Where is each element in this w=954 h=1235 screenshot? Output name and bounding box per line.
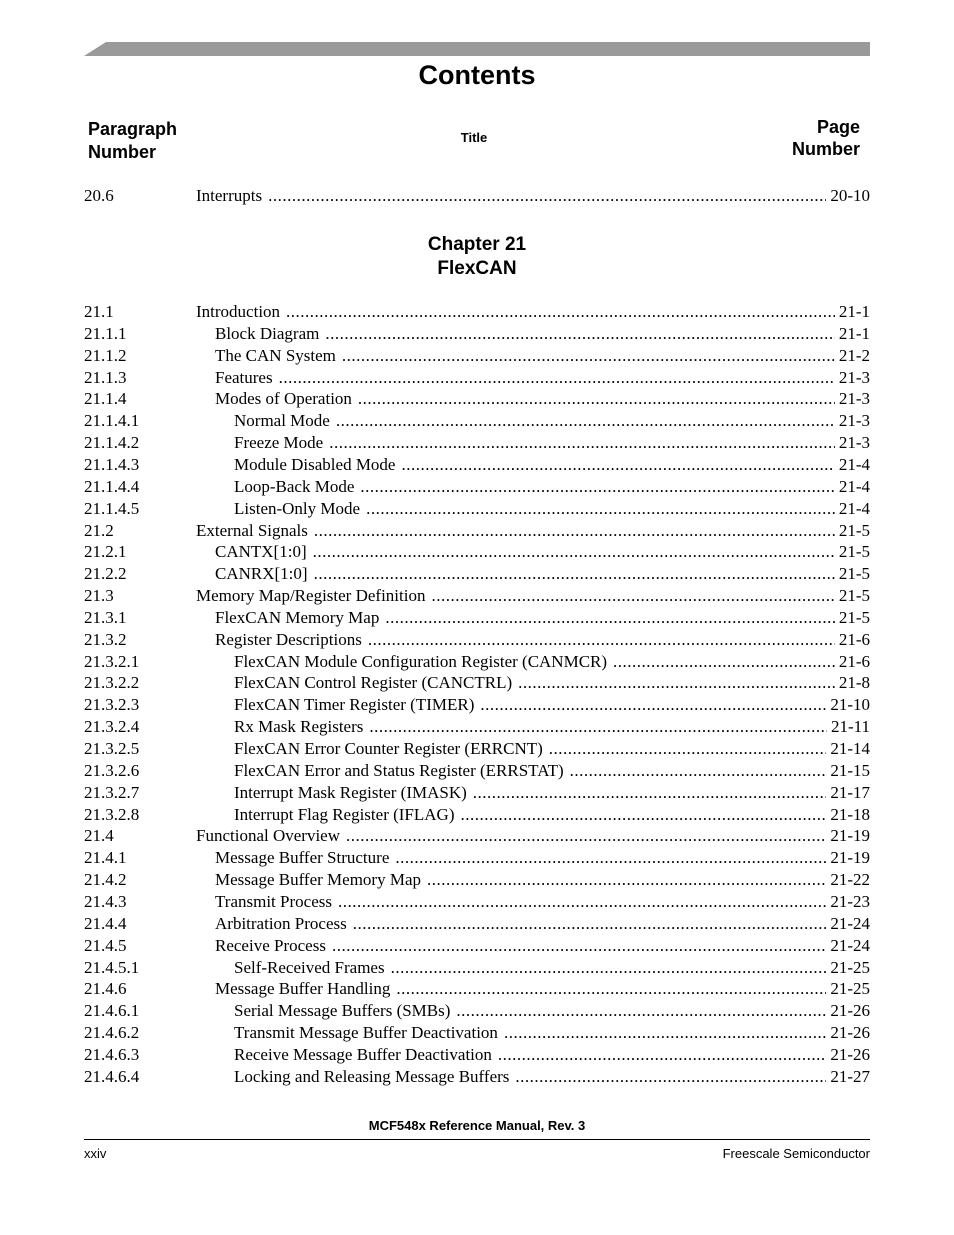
toc-entry[interactable] xyxy=(84,782,870,804)
toc-entry-page: 21-8 xyxy=(838,673,870,693)
toc-dot-leader xyxy=(314,520,835,542)
toc-entry-number: 21.3.2 xyxy=(84,629,127,649)
footer-publisher: Freescale Semiconductor xyxy=(722,1146,870,1161)
toc-entry-page: 21-3 xyxy=(838,411,870,431)
toc-entry-title: FlexCAN Module Configuration Register (CANMCR) xyxy=(234,651,608,671)
toc-entry-number: 20.6 xyxy=(84,186,114,205)
toc-entry[interactable] xyxy=(84,694,870,716)
toc-entry-page: 21-18 xyxy=(830,804,870,824)
toc-entry-number: 21.4.2 xyxy=(84,870,127,890)
toc-entry-number: 21.1.4.1 xyxy=(84,411,140,431)
toc-entry[interactable] xyxy=(84,410,870,432)
toc-entry-page: 21-19 xyxy=(830,826,870,846)
toc-entry-number: 21.4.6.2 xyxy=(84,1023,140,1043)
toc-entry-title: Interrupt Mask Register (IMASK) xyxy=(234,782,467,802)
toc-entry-number: 21.1.4.2 xyxy=(84,433,140,453)
toc-entry-title: Listen-Only Mode xyxy=(234,498,361,518)
toc-entry-page: 21-3 xyxy=(838,433,870,453)
toc-dot-leader xyxy=(286,301,835,323)
toc-entry[interactable] xyxy=(84,913,870,935)
toc-entry[interactable] xyxy=(84,1044,870,1066)
toc-entry-title: Receive Message Buffer Deactivation xyxy=(234,1044,492,1064)
toc-dot-leader xyxy=(396,978,826,1000)
toc-entry[interactable] xyxy=(84,520,870,542)
toc-entry-title: Transmit Process xyxy=(215,891,332,911)
toc-dot-leader xyxy=(368,629,835,651)
toc-dot-leader xyxy=(279,367,835,389)
toc-entry[interactable] xyxy=(84,432,870,454)
toc-entry-page: 21-24 xyxy=(830,913,870,933)
toc-dot-leader xyxy=(570,760,827,782)
toc-entry-title: Modes of Operation xyxy=(215,389,352,409)
footer-manual-title: MCF548x Reference Manual, Rev. 3 xyxy=(368,1118,586,1133)
toc-dot-leader xyxy=(473,782,827,804)
toc-entry[interactable] xyxy=(84,847,870,869)
toc-entry[interactable] xyxy=(84,541,870,563)
toc-entry-number: 21.3.2.7 xyxy=(84,782,140,802)
toc-entry[interactable] xyxy=(84,629,870,651)
toc-dot-leader xyxy=(456,1000,826,1022)
toc-dot-leader xyxy=(366,498,835,520)
toc-dot-leader xyxy=(332,935,826,957)
footer-divider xyxy=(84,1139,870,1140)
toc-entry-number: 21.4 xyxy=(84,826,114,846)
toc-entry-page: 21-24 xyxy=(830,935,870,955)
toc-dot-leader xyxy=(360,476,834,498)
toc-entry[interactable] xyxy=(84,935,870,957)
toc-entry-title: Locking and Releasing Message Buffers xyxy=(234,1066,510,1086)
toc-entry-number: 21.1.4 xyxy=(84,389,127,409)
toc-entry-number: 21.2.2 xyxy=(84,564,127,584)
toc-entry-page: 21-4 xyxy=(838,498,870,518)
toc-dot-leader xyxy=(338,891,826,913)
toc-entry-page: 21-25 xyxy=(830,957,870,977)
header-banner xyxy=(84,42,870,56)
toc-entry-title: Transmit Message Buffer Deactivation xyxy=(234,1023,498,1043)
toc-entry-page: 21-5 xyxy=(838,607,870,627)
toc-entry-page: 21-26 xyxy=(830,1044,870,1064)
page-title: Contents xyxy=(418,60,536,90)
toc-entry-page: 21-15 xyxy=(830,760,870,780)
toc-entry[interactable] xyxy=(84,454,870,476)
toc-entry-title: Interrupt Flag Register (IFLAG) xyxy=(234,804,455,824)
toc-dot-leader xyxy=(395,847,826,869)
toc-entry[interactable] xyxy=(84,804,870,826)
toc-dot-leader xyxy=(358,388,835,410)
toc-dot-leader xyxy=(353,913,827,935)
toc-entry-page: 21-5 xyxy=(838,564,870,584)
toc-entry-title: Block Diagram xyxy=(215,323,320,343)
toc-entry-number: 21.4.6.4 xyxy=(84,1066,140,1086)
toc-entry-title: FlexCAN Control Register (CANCTRL) xyxy=(234,673,513,693)
toc-entry-title: Interrupts xyxy=(196,186,263,205)
toc-entry[interactable] xyxy=(84,585,870,607)
toc-entry-number: 21.1.1 xyxy=(84,323,127,343)
toc-dot-leader xyxy=(498,1044,826,1066)
toc-entry-page: 21-22 xyxy=(830,870,870,890)
toc-dot-leader xyxy=(342,345,835,367)
toc-entry-number: 21.4.6.1 xyxy=(84,1001,140,1021)
toc-entry-title: CANRX[1:0] xyxy=(215,564,308,584)
toc-entry[interactable] xyxy=(84,1000,870,1022)
toc-entry[interactable] xyxy=(84,869,870,891)
toc-entry-number: 21.3.2.1 xyxy=(84,651,140,671)
toc-dot-leader xyxy=(504,1022,826,1044)
chapter-number: Chapter 21 xyxy=(427,234,527,255)
toc-entry-number: 21.1.4.3 xyxy=(84,454,140,474)
toc-dot-leader xyxy=(313,541,835,563)
toc-entry-title: Introduction xyxy=(196,302,281,321)
toc-entry-page: 21-10 xyxy=(830,695,870,715)
toc-entry-page: 21-23 xyxy=(830,891,870,911)
toc-dot-leader xyxy=(268,185,826,207)
toc-entry-title: FlexCAN Memory Map xyxy=(215,607,380,627)
toc-dot-leader xyxy=(314,563,835,585)
toc-entry[interactable] xyxy=(84,760,870,782)
toc-entry-title: FlexCAN Timer Register (TIMER) xyxy=(234,695,475,715)
toc-entry-page: 21-26 xyxy=(830,1001,870,1021)
toc-entry-title: Message Buffer Structure xyxy=(215,848,390,868)
toc-entry[interactable] xyxy=(84,1066,870,1088)
toc-entry-page: 21-19 xyxy=(830,848,870,868)
toc-dot-leader xyxy=(325,323,834,345)
toc-entry-page: 21-1 xyxy=(838,302,870,321)
chapter-title: FlexCAN xyxy=(437,258,517,279)
toc-entry[interactable] xyxy=(84,651,870,673)
toc-entry-title: Normal Mode xyxy=(234,411,330,431)
toc-entry-number: 21.4.5 xyxy=(84,935,127,955)
toc-entry[interactable] xyxy=(84,1022,870,1044)
toc-dot-leader xyxy=(480,694,826,716)
toc-dot-leader xyxy=(336,410,835,432)
toc-entry-number: 21.4.5.1 xyxy=(84,957,140,977)
toc-entry-title: CANTX[1:0] xyxy=(215,542,307,562)
toc-entry[interactable] xyxy=(84,367,870,389)
toc-entry-number: 21.2 xyxy=(84,520,114,540)
toc-entry-page: 21-25 xyxy=(830,979,870,999)
toc-dot-leader xyxy=(401,454,834,476)
toc-entry-number: 21.3.1 xyxy=(84,607,127,627)
toc-entry[interactable] xyxy=(84,323,870,345)
footer-page-number: xxiv xyxy=(84,1146,107,1161)
toc-entry-title: Loop-Back Mode xyxy=(234,476,355,496)
column-header-title: Title xyxy=(460,130,488,145)
toc-dot-leader xyxy=(385,607,835,629)
toc-entry-title: Receive Process xyxy=(215,935,326,955)
toc-entry-title: Register Descriptions xyxy=(215,629,362,649)
toc-entry-page: 21-27 xyxy=(830,1066,870,1086)
toc-entry-number: 21.4.3 xyxy=(84,891,127,911)
toc-entry-number: 21.3.2.6 xyxy=(84,760,140,780)
toc-entry-page: 21-1 xyxy=(838,323,870,343)
toc-entry-page: 21-3 xyxy=(838,389,870,409)
toc-entry[interactable] xyxy=(84,672,870,694)
toc-entry-page: 21-4 xyxy=(838,476,870,496)
toc-entry-number: 21.1 xyxy=(84,302,114,321)
toc-dot-leader xyxy=(549,738,827,760)
toc-dot-leader xyxy=(460,804,826,826)
toc-entry-title: Module Disabled Mode xyxy=(234,454,396,474)
toc-entry-number: 21.4.6.3 xyxy=(84,1044,140,1064)
toc-dot-leader xyxy=(346,825,826,847)
toc-dot-leader xyxy=(518,672,835,694)
toc-entry[interactable] xyxy=(84,825,870,847)
toc-entry-page: 21-14 xyxy=(830,739,870,758)
toc-entry[interactable] xyxy=(84,563,870,585)
toc-dot-leader xyxy=(431,585,834,607)
toc-entry-title: Message Buffer Memory Map xyxy=(215,870,422,890)
toc-dot-leader xyxy=(329,432,835,454)
toc-entry-number: 21.2.1 xyxy=(84,542,127,562)
toc-entry-page: 21-5 xyxy=(838,520,870,540)
toc-entry-page: 21-26 xyxy=(830,1023,870,1043)
toc-entry-number: 21.1.4.4 xyxy=(84,476,140,496)
toc-entry-number: 21.3.2.2 xyxy=(84,673,140,693)
toc-entry-page: 21-5 xyxy=(838,542,870,562)
toc-entry-page: 21-6 xyxy=(838,651,870,671)
toc-entry-number: 21.1.3 xyxy=(84,367,127,387)
toc-entry-number: 21.1.2 xyxy=(84,345,127,365)
toc-entry-number: 21.4.4 xyxy=(84,913,127,933)
toc-entry-page: 21-5 xyxy=(838,586,870,606)
toc-entry-title: Freeze Mode xyxy=(234,433,324,453)
toc-entry-title: FlexCAN Error Counter Register (ERRCNT) xyxy=(234,739,543,758)
toc-entry-number: 21.4.6 xyxy=(84,979,127,999)
toc-entry-number: 21.3.2.3 xyxy=(84,695,140,715)
toc-dot-leader xyxy=(369,716,827,738)
toc-entry-number: 21.3.2.5 xyxy=(84,739,140,758)
toc-entry-title: Message Buffer Handling xyxy=(215,979,391,999)
toc-entry[interactable] xyxy=(84,301,870,323)
toc-entry-title: Memory Map/Register Definition xyxy=(196,586,426,606)
toc-entry-number: 21.3.2.4 xyxy=(84,717,140,737)
toc-entry[interactable] xyxy=(84,957,870,979)
toc-dot-leader xyxy=(515,1066,826,1088)
toc-entry[interactable] xyxy=(84,891,870,913)
column-header-page-number: Page Number xyxy=(791,117,860,159)
toc-entry-number: 21.4.1 xyxy=(84,848,127,868)
toc-entry-page: 21-6 xyxy=(838,629,870,649)
toc-entry-title: Arbitration Process xyxy=(215,913,347,933)
toc-entry[interactable] xyxy=(84,345,870,367)
toc-entry[interactable] xyxy=(84,185,870,207)
toc-dot-leader xyxy=(391,957,827,979)
toc-entry[interactable] xyxy=(84,978,870,1000)
toc-entry-title: Functional Overview xyxy=(196,826,340,846)
toc-entry-page: 20-10 xyxy=(830,186,870,205)
column-header-paragraph-number: Paragraph Number xyxy=(88,119,178,162)
toc-entry-number: 21.3.2.8 xyxy=(84,804,140,824)
toc-entry-title: Rx Mask Registers xyxy=(234,717,364,737)
toc-entry-title: FlexCAN Error and Status Register (ERRSTAT) xyxy=(234,760,564,780)
toc-entry-title: Features xyxy=(215,367,273,387)
toc-entry-number: 21.1.4.5 xyxy=(84,498,140,518)
toc-entry[interactable] xyxy=(84,476,870,498)
toc-entry[interactable] xyxy=(84,607,870,629)
toc-entry[interactable] xyxy=(84,738,870,760)
toc-entry-title: Self-Received Frames xyxy=(234,957,385,977)
toc-entry-page: 21-4 xyxy=(838,454,870,474)
toc-dot-leader xyxy=(613,651,835,673)
toc-entry-page: 21-3 xyxy=(838,367,870,387)
toc-entry[interactable] xyxy=(84,716,870,738)
toc-entry-title: The CAN System xyxy=(215,345,336,365)
toc-entry[interactable] xyxy=(84,498,870,520)
toc-dot-leader xyxy=(427,869,826,891)
toc-entry-number: 21.3 xyxy=(84,586,114,606)
toc-entry[interactable] xyxy=(84,388,870,410)
toc-entry-title: External Signals xyxy=(196,520,308,540)
toc-entry-page: 21-17 xyxy=(830,782,870,802)
toc-entry-page: 21-11 xyxy=(830,717,870,737)
toc-entry-page: 21-2 xyxy=(838,345,870,365)
toc-entry-title: Serial Message Buffers (SMBs) xyxy=(234,1001,451,1021)
